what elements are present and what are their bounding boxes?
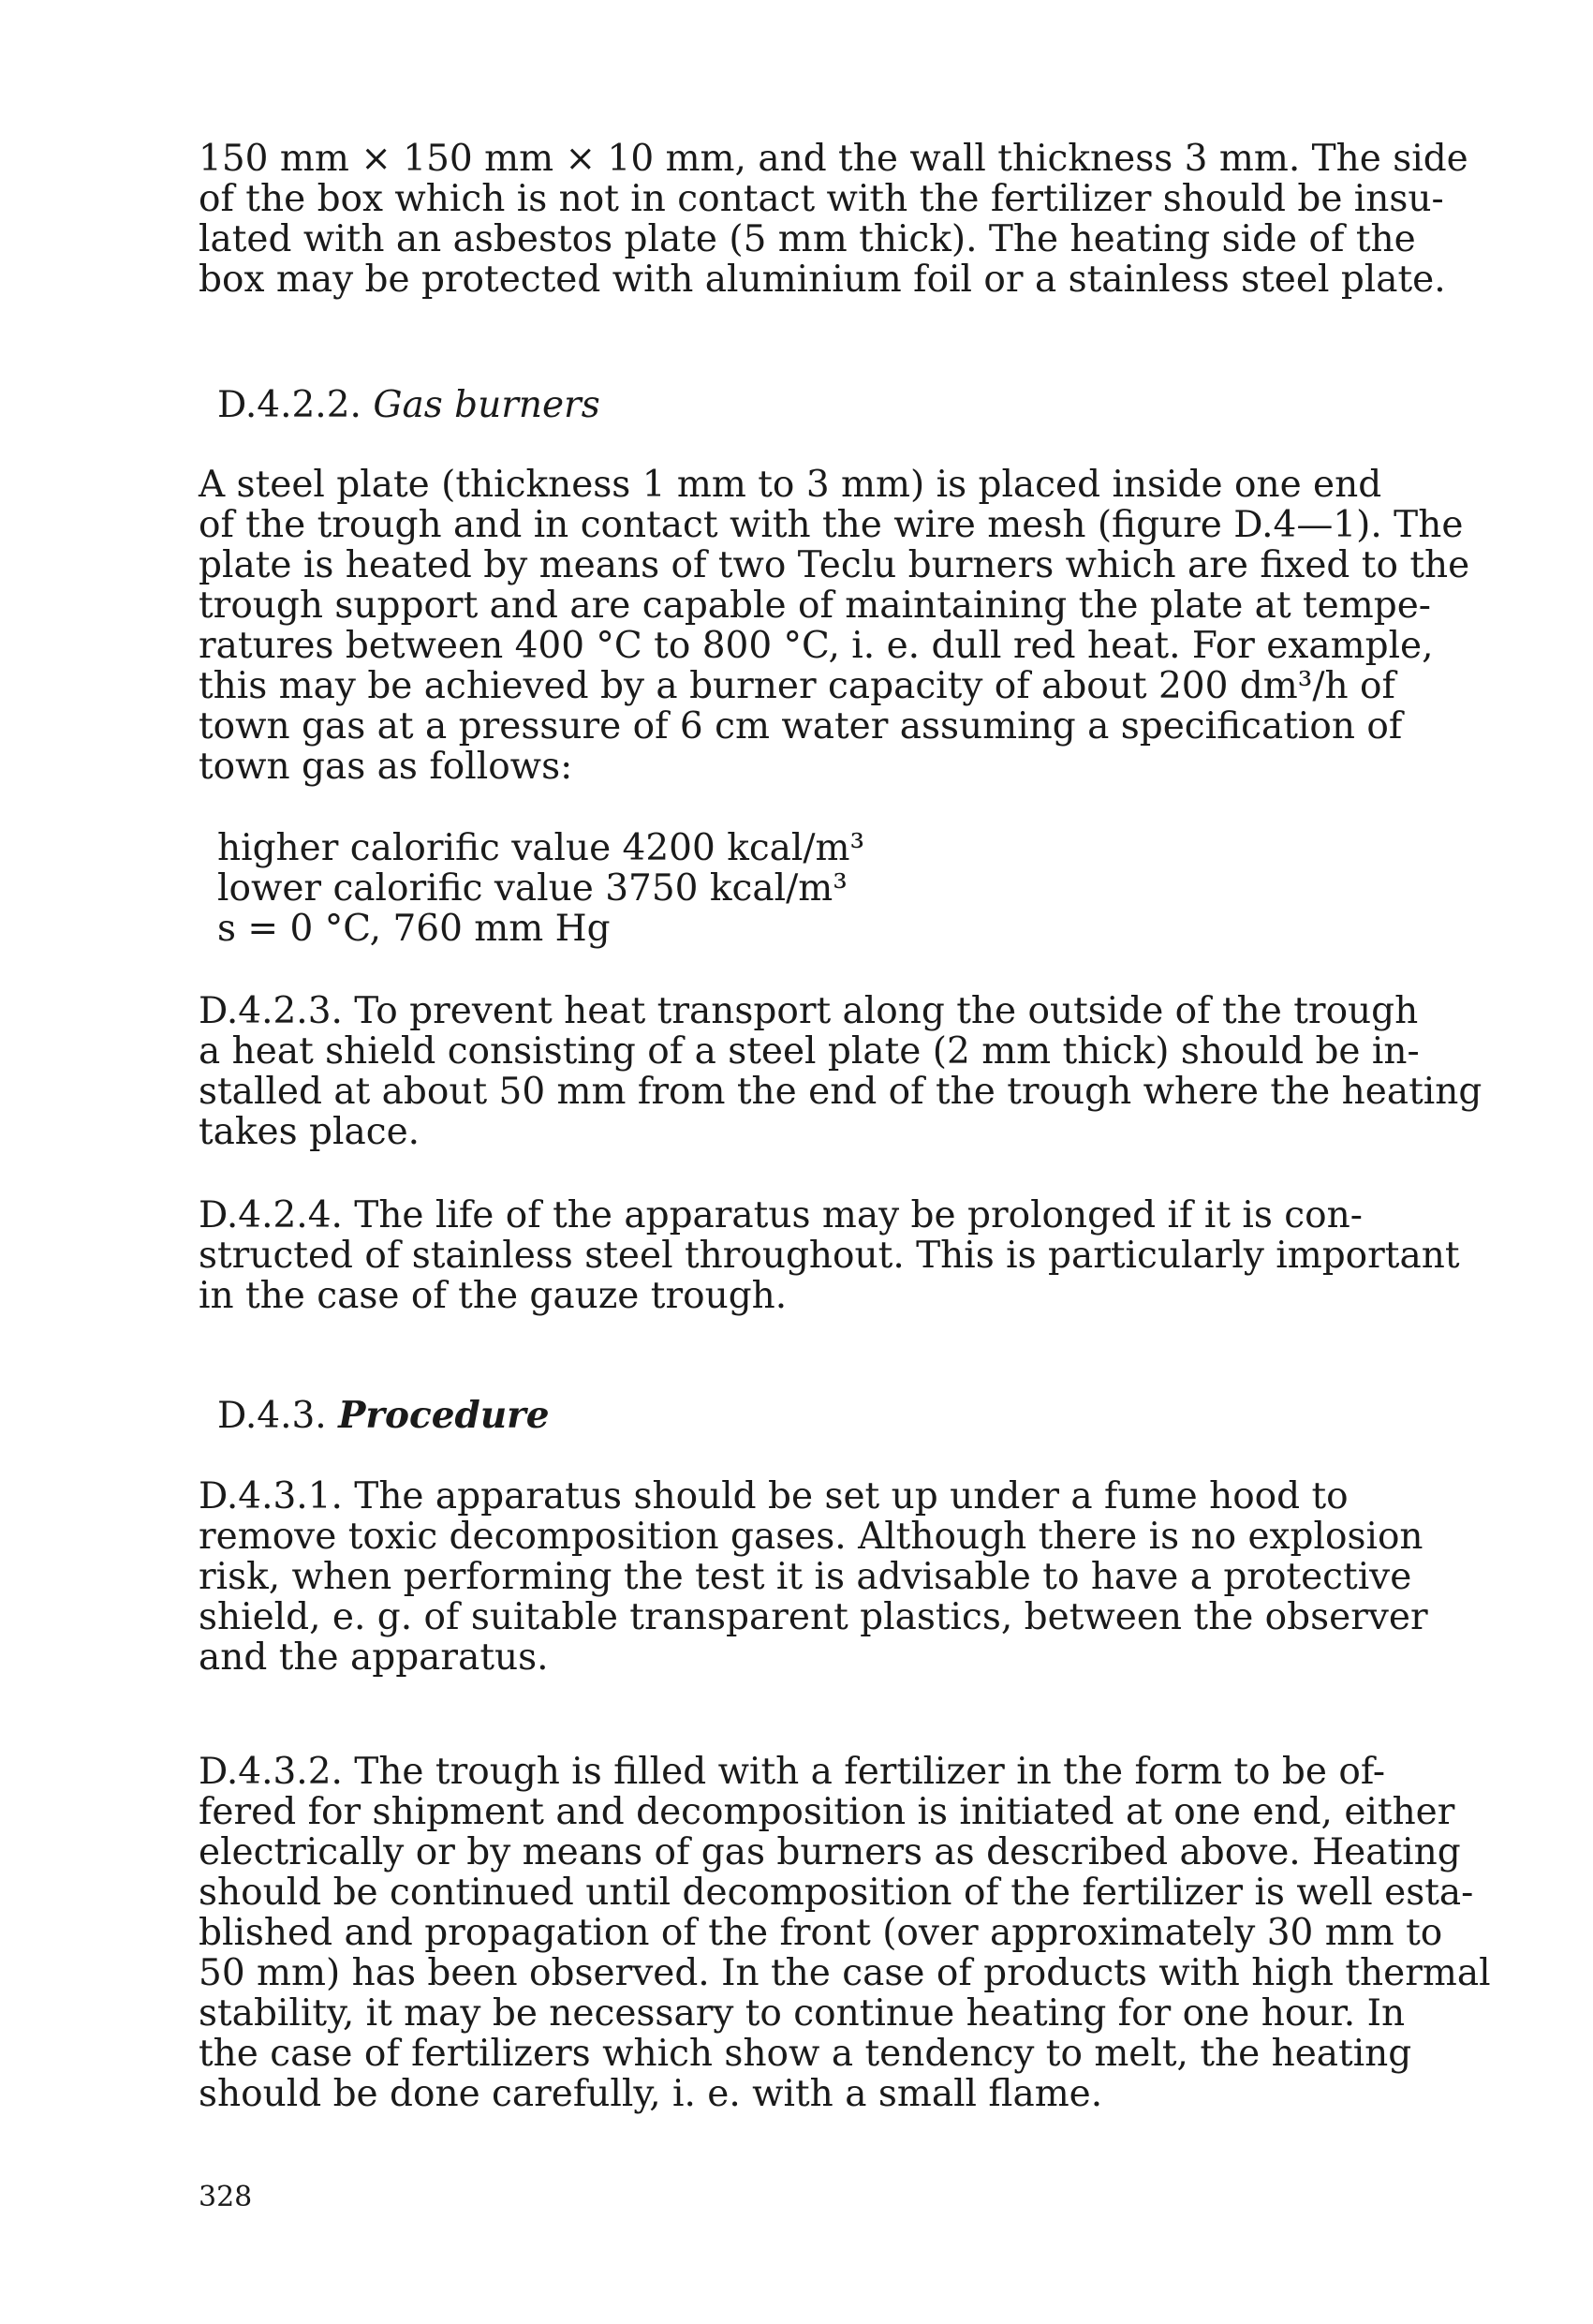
text-line: 50 mm) has been observed. In the case of products with high thermal bbox=[199, 1952, 1491, 1994]
text-line: town gas at a pressure of 6 cm water assuming a specification of bbox=[199, 705, 1403, 748]
text-line: fered for shipment and decomposition is initiated at one end, either bbox=[199, 1791, 1455, 1833]
text-line: box may be protected with aluminium foil or a stainless steel plate. bbox=[199, 259, 1446, 301]
text-line: takes place. bbox=[199, 1111, 420, 1153]
text-line: of the trough and in contact with the wire mesh (figure D.4—1). The bbox=[199, 504, 1464, 546]
text-line: trough support and are capable of maintaining the plate at tempe- bbox=[199, 585, 1431, 627]
text-line: A steel plate (thickness 1 mm to 3 mm) is placed inside one end bbox=[199, 464, 1382, 506]
paragraph-d423 bbox=[199, 990, 1482, 1153]
text-line: town gas as follows: bbox=[199, 746, 573, 788]
text-line: D.4.2.4. The life of the apparatus may be prolonged if it is con- bbox=[199, 1194, 1363, 1236]
section-number: D.4.3. bbox=[217, 1395, 327, 1437]
text-line: ratures between 400 °C to 800 °C, i. e. dull red heat. For example, bbox=[199, 625, 1434, 667]
text-line: in the case of the gauze trough. bbox=[199, 1275, 788, 1317]
paragraph-box-dimensions bbox=[199, 138, 1468, 301]
gas-spec-item: lower calorific value 3750 kcal/m³ bbox=[217, 867, 848, 910]
section-number: D.4.2.2. bbox=[217, 384, 361, 426]
text-line: lated with an asbestos plate (5 mm thick). The heating side of the bbox=[199, 218, 1416, 260]
paragraph-d424 bbox=[199, 1194, 1460, 1317]
text-line: a heat shield consisting of a steel plate (2 mm thick) should be in- bbox=[199, 1030, 1420, 1073]
text-line: 150 mm × 150 mm × 10 mm, and the wall thickness 3 mm. The side bbox=[199, 138, 1468, 180]
text-line: remove toxic decomposition gases. Although there is no explosion bbox=[199, 1516, 1423, 1558]
text-line: and the apparatus. bbox=[199, 1636, 549, 1679]
text-line: stability, it may be necessary to continue heating for one hour. In bbox=[199, 1992, 1406, 2035]
text-line: D.4.3.1. The apparatus should be set up under a fume hood to bbox=[199, 1475, 1349, 1517]
section-title: Procedure bbox=[338, 1394, 550, 1437]
text-line: should be continued until decomposition of the fertilizer is well esta- bbox=[199, 1872, 1474, 1914]
text-line: D.4.2.3. To prevent heat transport along the outside of the trough bbox=[199, 990, 1419, 1032]
text-line: electrically or by means of gas burners as described above. Heating bbox=[199, 1831, 1461, 1873]
gas-spec-item: s = 0 °C, 760 mm Hg bbox=[217, 908, 611, 950]
paragraph-d431 bbox=[199, 1476, 1435, 1678]
page-number: 328 bbox=[199, 2181, 253, 2213]
gas-specification-list bbox=[217, 828, 864, 949]
text-line: plate is heated by means of two Teclu burners which are fixed to the bbox=[199, 544, 1470, 586]
text-line: D.4.3.2. The trough is filled with a fertilizer in the form to be of- bbox=[199, 1751, 1386, 1793]
text-line: the case of fertilizers which show a tendency to melt, the heating bbox=[199, 2033, 1412, 2075]
text-line: risk, when performing the test it is advisable to have a protective bbox=[199, 1556, 1412, 1598]
gas-spec-item: higher calorific value 4200 kcal/m³ bbox=[217, 827, 865, 869]
text-line: stalled at about 50 mm from the end of the trough where the heating bbox=[199, 1071, 1482, 1113]
text-line: shield, e. g. of suitable transparent plastics, between the observer bbox=[199, 1596, 1428, 1638]
text-line: this may be achieved by a burner capacity of about 200 dm³/h of bbox=[199, 665, 1395, 707]
text-line: should be done carefully, i. e. with a small flame. bbox=[199, 2073, 1103, 2115]
text-line: structed of stainless steel throughout. This is particularly important bbox=[199, 1235, 1460, 1277]
section-heading-gas-burners bbox=[217, 384, 600, 426]
section-title: Gas burners bbox=[373, 384, 600, 426]
paragraph-gas-burners bbox=[199, 464, 1470, 788]
text-line: blished and propagation of the front (over approximately 30 mm to bbox=[199, 1912, 1443, 1954]
paragraph-d432 bbox=[199, 1751, 1491, 2115]
section-heading-procedure bbox=[217, 1394, 550, 1437]
text-line: of the box which is not in contact with the fertilizer should be insu- bbox=[199, 178, 1444, 220]
